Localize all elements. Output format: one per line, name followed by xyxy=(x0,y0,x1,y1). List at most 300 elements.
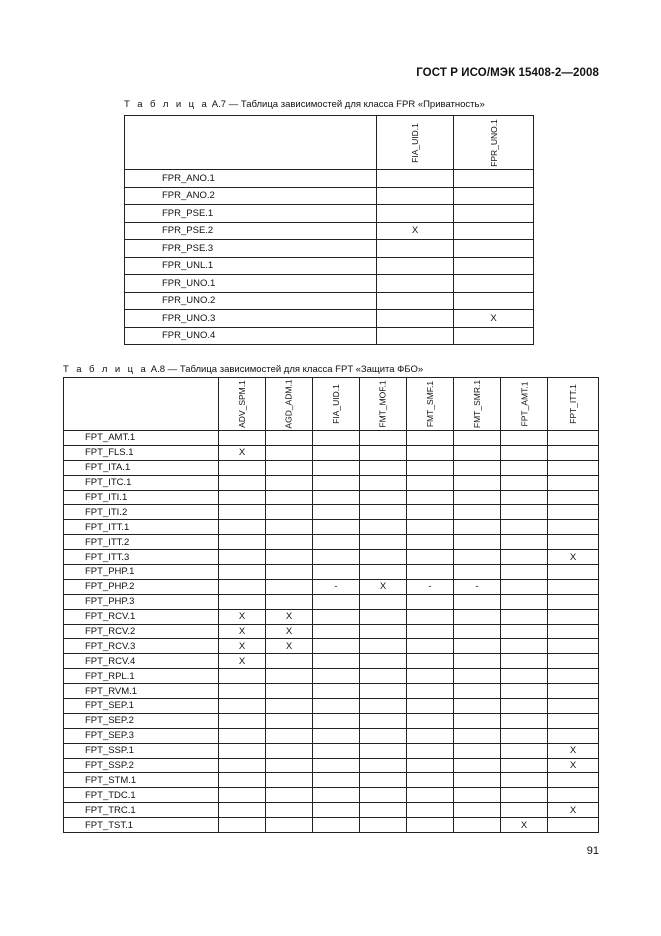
table-a7-corner-cell xyxy=(125,116,377,170)
table-row xyxy=(64,758,599,773)
table-row xyxy=(125,327,534,345)
row-name: FPT_SSP.2 xyxy=(64,758,219,773)
dependency-cell xyxy=(548,818,599,833)
dependency-cell xyxy=(501,713,548,728)
table-a8-column-header xyxy=(360,378,407,431)
dependency-cell xyxy=(377,310,454,328)
dependency-cell xyxy=(360,639,407,654)
dependency-cell xyxy=(266,475,313,490)
dependency-cell xyxy=(548,505,599,520)
dependency-cell xyxy=(454,699,501,714)
row-name: FPT_ITT.3 xyxy=(64,550,219,565)
table-row xyxy=(125,275,534,293)
dependency-cell xyxy=(266,431,313,446)
row-name: FPT_RVM.1 xyxy=(64,684,219,699)
dependency-cell xyxy=(454,535,501,550)
column-label: FIA_UID.1 xyxy=(410,122,420,163)
dependency-cell: - xyxy=(454,579,501,594)
dependency-cell xyxy=(313,535,360,550)
table-row xyxy=(64,475,599,490)
dependency-cell xyxy=(454,187,534,205)
dependency-cell xyxy=(377,187,454,205)
dependency-cell xyxy=(219,818,266,833)
dependency-cell xyxy=(266,773,313,788)
dependency-cell xyxy=(219,728,266,743)
table-row xyxy=(64,818,599,833)
dependency-cell xyxy=(219,431,266,446)
row-name: FPR_UNO.1 xyxy=(125,275,377,293)
column-label: ADV_SPM.1 xyxy=(237,380,247,428)
dependency-cell xyxy=(454,594,501,609)
dependency-cell xyxy=(454,431,501,446)
dependency-cell xyxy=(407,773,454,788)
row-name: FPT_SSP.1 xyxy=(64,743,219,758)
dependency-cell: X xyxy=(548,758,599,773)
dependency-cell xyxy=(266,594,313,609)
dependency-cell xyxy=(454,520,501,535)
table-a7-caption xyxy=(124,99,485,110)
column-label: FMT_SMR.1 xyxy=(472,379,483,429)
dependency-cell xyxy=(454,654,501,669)
dependency-cell xyxy=(454,803,501,818)
row-name: FPT_ITI.1 xyxy=(64,490,219,505)
table-a8-column-header xyxy=(454,378,501,431)
dependency-cell xyxy=(360,460,407,475)
document-header: ГОСТ Р ИСО/МЭК 15408-2—2008 xyxy=(416,67,599,79)
dependency-cell xyxy=(266,579,313,594)
dependency-cell xyxy=(501,490,548,505)
dependency-cell xyxy=(407,803,454,818)
dependency-cell xyxy=(219,505,266,520)
dependency-cell xyxy=(501,520,548,535)
dependency-cell xyxy=(266,505,313,520)
row-name: FPT_RPL.1 xyxy=(64,669,219,684)
dependency-cell xyxy=(219,565,266,580)
dependency-cell xyxy=(313,565,360,580)
dependency-cell xyxy=(501,579,548,594)
dependency-cell xyxy=(454,222,534,240)
dependency-cell: X xyxy=(219,609,266,624)
row-name: FPT_ITT.1 xyxy=(64,520,219,535)
table-row xyxy=(64,535,599,550)
dependency-cell: X xyxy=(266,624,313,639)
dependency-cell: X xyxy=(548,803,599,818)
dependency-cell xyxy=(548,773,599,788)
table-a8-column-header xyxy=(501,378,548,431)
table-a8-corner-cell xyxy=(64,378,219,431)
dependency-cell: X xyxy=(377,222,454,240)
dependency-cell xyxy=(407,460,454,475)
row-name: FPT_STM.1 xyxy=(64,773,219,788)
dependency-cell xyxy=(548,624,599,639)
dependency-cell xyxy=(407,684,454,699)
row-name: FPR_PSE.3 xyxy=(125,240,377,258)
row-name: FPR_UNO.2 xyxy=(125,292,377,310)
dependency-cell xyxy=(313,818,360,833)
dependency-cell xyxy=(501,624,548,639)
row-name: FPT_RCV.4 xyxy=(64,654,219,669)
dependency-cell xyxy=(266,713,313,728)
row-name: FPR_ANO.1 xyxy=(125,170,377,188)
row-name: FPR_UNL.1 xyxy=(125,257,377,275)
dependency-cell xyxy=(548,490,599,505)
dependency-cell xyxy=(454,240,534,258)
table-a7-caption-text: А.7 — Таблица зависимостей для класса FPR «Приватность» xyxy=(211,99,485,110)
row-name: FPT_SEP.3 xyxy=(64,728,219,743)
row-name: FPT_RCV.1 xyxy=(64,609,219,624)
dependency-cell xyxy=(501,773,548,788)
dependency-cell xyxy=(454,743,501,758)
dependency-cell xyxy=(407,431,454,446)
table-row xyxy=(64,594,599,609)
dependency-cell xyxy=(219,743,266,758)
dependency-cell xyxy=(454,445,501,460)
dependency-cell xyxy=(454,205,534,223)
dependency-cell xyxy=(360,654,407,669)
dependency-cell xyxy=(407,505,454,520)
dependency-cell: - xyxy=(313,579,360,594)
dependency-cell xyxy=(407,475,454,490)
dependency-cell xyxy=(454,758,501,773)
dependency-cell xyxy=(313,594,360,609)
dependency-cell xyxy=(548,535,599,550)
table-a8 xyxy=(63,377,599,833)
dependency-cell xyxy=(501,609,548,624)
dependency-cell xyxy=(219,699,266,714)
dependency-cell xyxy=(313,550,360,565)
dependency-cell xyxy=(454,275,534,293)
dependency-cell xyxy=(313,773,360,788)
dependency-cell xyxy=(360,505,407,520)
dependency-cell xyxy=(407,669,454,684)
dependency-cell xyxy=(219,535,266,550)
dependency-cell xyxy=(548,431,599,446)
dependency-cell: X xyxy=(219,445,266,460)
table-row xyxy=(125,257,534,275)
table-row xyxy=(64,728,599,743)
dependency-cell: X xyxy=(548,743,599,758)
dependency-cell xyxy=(360,594,407,609)
dependency-cell xyxy=(313,639,360,654)
column-label: FIA_UID.1 xyxy=(331,384,341,424)
row-name: FPT_ITA.1 xyxy=(64,460,219,475)
table-row xyxy=(64,550,599,565)
row-name: FPT_AMT.1 xyxy=(64,431,219,446)
dependency-cell: X xyxy=(266,639,313,654)
dependency-cell xyxy=(548,788,599,803)
dependency-cell xyxy=(501,565,548,580)
dependency-cell xyxy=(360,565,407,580)
dependency-cell xyxy=(454,788,501,803)
dependency-cell xyxy=(454,818,501,833)
dependency-cell xyxy=(454,475,501,490)
dependency-cell xyxy=(360,445,407,460)
dependency-cell: X xyxy=(266,609,313,624)
table-row xyxy=(125,170,534,188)
dependency-cell xyxy=(548,520,599,535)
dependency-cell xyxy=(501,654,548,669)
dependency-cell xyxy=(360,758,407,773)
dependency-cell xyxy=(313,475,360,490)
table-row xyxy=(125,310,534,328)
table-row xyxy=(125,240,534,258)
dependency-cell xyxy=(377,240,454,258)
dependency-cell xyxy=(407,490,454,505)
dependency-cell xyxy=(219,713,266,728)
dependency-cell xyxy=(313,520,360,535)
table-row xyxy=(64,788,599,803)
dependency-cell xyxy=(360,743,407,758)
table-a7-header-row xyxy=(125,116,534,170)
dependency-cell xyxy=(266,520,313,535)
dependency-cell: X xyxy=(454,310,534,328)
dependency-cell xyxy=(360,728,407,743)
dependency-cell xyxy=(407,699,454,714)
table-row xyxy=(64,565,599,580)
dependency-cell xyxy=(501,788,548,803)
dependency-cell xyxy=(454,609,501,624)
dependency-cell xyxy=(219,594,266,609)
dependency-cell xyxy=(360,624,407,639)
row-name: FPR_UNO.3 xyxy=(125,310,377,328)
dependency-cell xyxy=(219,773,266,788)
table-a8-column-header xyxy=(313,378,360,431)
dependency-cell xyxy=(377,327,454,345)
dependency-cell xyxy=(548,669,599,684)
table-row xyxy=(64,654,599,669)
dependency-cell xyxy=(219,579,266,594)
row-name: FPT_TRC.1 xyxy=(64,803,219,818)
dependency-cell xyxy=(360,475,407,490)
dependency-cell xyxy=(219,669,266,684)
dependency-cell: X xyxy=(219,624,266,639)
dependency-cell: X xyxy=(360,579,407,594)
dependency-cell xyxy=(501,460,548,475)
dependency-cell xyxy=(219,788,266,803)
dependency-cell xyxy=(407,565,454,580)
dependency-cell xyxy=(548,654,599,669)
dependency-cell xyxy=(454,490,501,505)
dependency-cell xyxy=(313,669,360,684)
row-name: FPT_TDC.1 xyxy=(64,788,219,803)
table-a8-column-header xyxy=(548,378,599,431)
dependency-cell xyxy=(407,654,454,669)
dependency-cell xyxy=(377,170,454,188)
dependency-cell xyxy=(454,713,501,728)
dependency-cell xyxy=(360,713,407,728)
dependency-cell xyxy=(360,773,407,788)
dependency-cell xyxy=(313,654,360,669)
dependency-cell xyxy=(407,609,454,624)
dependency-cell xyxy=(407,520,454,535)
dependency-cell xyxy=(548,609,599,624)
row-name: FPT_ITC.1 xyxy=(64,475,219,490)
table-a8-caption-prefix: Т а б л и ц а xyxy=(63,364,149,375)
dependency-cell xyxy=(266,445,313,460)
dependency-cell xyxy=(266,788,313,803)
dependency-cell xyxy=(407,758,454,773)
dependency-cell xyxy=(266,669,313,684)
dependency-cell xyxy=(313,758,360,773)
row-name: FPR_PSE.1 xyxy=(125,205,377,223)
dependency-cell xyxy=(501,669,548,684)
dependency-cell xyxy=(360,490,407,505)
dependency-cell: - xyxy=(407,579,454,594)
dependency-cell xyxy=(454,327,534,345)
dependency-cell xyxy=(266,758,313,773)
dependency-cell xyxy=(501,475,548,490)
dependency-cell xyxy=(454,550,501,565)
dependency-cell xyxy=(219,758,266,773)
dependency-cell xyxy=(548,460,599,475)
dependency-cell xyxy=(266,684,313,699)
dependency-cell xyxy=(313,803,360,818)
dependency-cell xyxy=(313,728,360,743)
dependency-cell xyxy=(454,257,534,275)
dependency-cell xyxy=(501,728,548,743)
dependency-cell xyxy=(407,624,454,639)
dependency-cell xyxy=(360,818,407,833)
dependency-cell xyxy=(266,550,313,565)
dependency-cell xyxy=(313,684,360,699)
table-row xyxy=(125,205,534,223)
dependency-cell xyxy=(313,609,360,624)
dependency-cell xyxy=(377,275,454,293)
dependency-cell xyxy=(548,684,599,699)
dependency-cell xyxy=(501,639,548,654)
table-row xyxy=(64,773,599,788)
dependency-cell xyxy=(313,788,360,803)
dependency-cell xyxy=(501,445,548,460)
dependency-cell xyxy=(454,505,501,520)
dependency-cell xyxy=(313,743,360,758)
dependency-cell xyxy=(360,550,407,565)
dependency-cell xyxy=(454,639,501,654)
dependency-cell xyxy=(407,535,454,550)
dependency-cell xyxy=(266,818,313,833)
table-a7-caption-prefix: Т а б л и ц а xyxy=(124,99,210,110)
dependency-cell xyxy=(377,292,454,310)
dependency-cell xyxy=(548,594,599,609)
dependency-cell xyxy=(407,594,454,609)
table-row xyxy=(64,579,599,594)
dependency-cell xyxy=(407,788,454,803)
dependency-cell xyxy=(548,565,599,580)
row-name: FPT_PHP.2 xyxy=(64,579,219,594)
dependency-cell xyxy=(266,699,313,714)
dependency-cell xyxy=(407,818,454,833)
dependency-cell: X xyxy=(219,639,266,654)
dependency-cell xyxy=(313,699,360,714)
dependency-cell xyxy=(360,684,407,699)
table-a8-caption-text: А.8 — Таблица зависимостей для класса FPT «Защита ФБО» xyxy=(150,364,424,375)
dependency-cell xyxy=(501,550,548,565)
dependency-cell xyxy=(501,699,548,714)
dependency-cell xyxy=(548,445,599,460)
dependency-cell xyxy=(219,684,266,699)
dependency-cell xyxy=(377,257,454,275)
dependency-cell xyxy=(407,639,454,654)
dependency-cell xyxy=(407,728,454,743)
dependency-cell xyxy=(454,728,501,743)
dependency-cell xyxy=(454,669,501,684)
row-name: FPR_UNO.4 xyxy=(125,327,377,345)
dependency-cell xyxy=(360,788,407,803)
table-row xyxy=(64,505,599,520)
row-name: FPT_PHP.1 xyxy=(64,565,219,580)
dependency-cell: X xyxy=(219,654,266,669)
dependency-cell xyxy=(313,445,360,460)
table-row xyxy=(125,292,534,310)
dependency-cell xyxy=(501,505,548,520)
dependency-cell xyxy=(501,535,548,550)
table-a8-column-header xyxy=(219,378,266,431)
dependency-cell xyxy=(407,713,454,728)
table-a7-column-header xyxy=(377,116,454,170)
dependency-cell xyxy=(266,535,313,550)
dependency-cell: X xyxy=(548,550,599,565)
dependency-cell xyxy=(407,550,454,565)
dependency-cell xyxy=(454,565,501,580)
row-name: FPR_PSE.2 xyxy=(125,222,377,240)
table-row xyxy=(64,431,599,446)
dependency-cell xyxy=(313,460,360,475)
dependency-cell xyxy=(266,460,313,475)
table-row xyxy=(125,222,534,240)
dependency-cell xyxy=(454,292,534,310)
table-a8-column-header xyxy=(266,378,313,431)
column-label: FPT_AMT.1 xyxy=(519,381,529,427)
dependency-cell xyxy=(360,431,407,446)
table-row xyxy=(64,803,599,818)
dependency-cell xyxy=(313,431,360,446)
table-row xyxy=(64,624,599,639)
column-label: FPR_UNO.1 xyxy=(488,118,499,167)
dependency-cell xyxy=(360,669,407,684)
table-row xyxy=(64,609,599,624)
dependency-cell xyxy=(454,170,534,188)
dependency-cell xyxy=(548,728,599,743)
dependency-cell xyxy=(219,490,266,505)
table-row xyxy=(64,460,599,475)
dependency-cell xyxy=(501,431,548,446)
row-name: FPT_SEP.1 xyxy=(64,699,219,714)
dependency-cell xyxy=(219,475,266,490)
row-name: FPR_ANO.2 xyxy=(125,187,377,205)
table-a8-column-header xyxy=(407,378,454,431)
dependency-cell xyxy=(454,684,501,699)
dependency-cell xyxy=(266,728,313,743)
dependency-cell xyxy=(501,684,548,699)
dependency-cell xyxy=(548,579,599,594)
table-row xyxy=(64,713,599,728)
dependency-cell xyxy=(407,743,454,758)
table-row xyxy=(64,445,599,460)
table-row xyxy=(64,490,599,505)
row-name: FPT_ITI.2 xyxy=(64,505,219,520)
dependency-cell xyxy=(313,713,360,728)
dependency-cell xyxy=(548,639,599,654)
dependency-cell xyxy=(377,205,454,223)
row-name: FPT_FLS.1 xyxy=(64,445,219,460)
table-row xyxy=(64,699,599,714)
dependency-cell xyxy=(407,445,454,460)
dependency-cell xyxy=(548,713,599,728)
dependency-cell xyxy=(360,535,407,550)
row-name: FPT_ITT.2 xyxy=(64,535,219,550)
row-name: FPT_RCV.3 xyxy=(64,639,219,654)
dependency-cell xyxy=(266,565,313,580)
